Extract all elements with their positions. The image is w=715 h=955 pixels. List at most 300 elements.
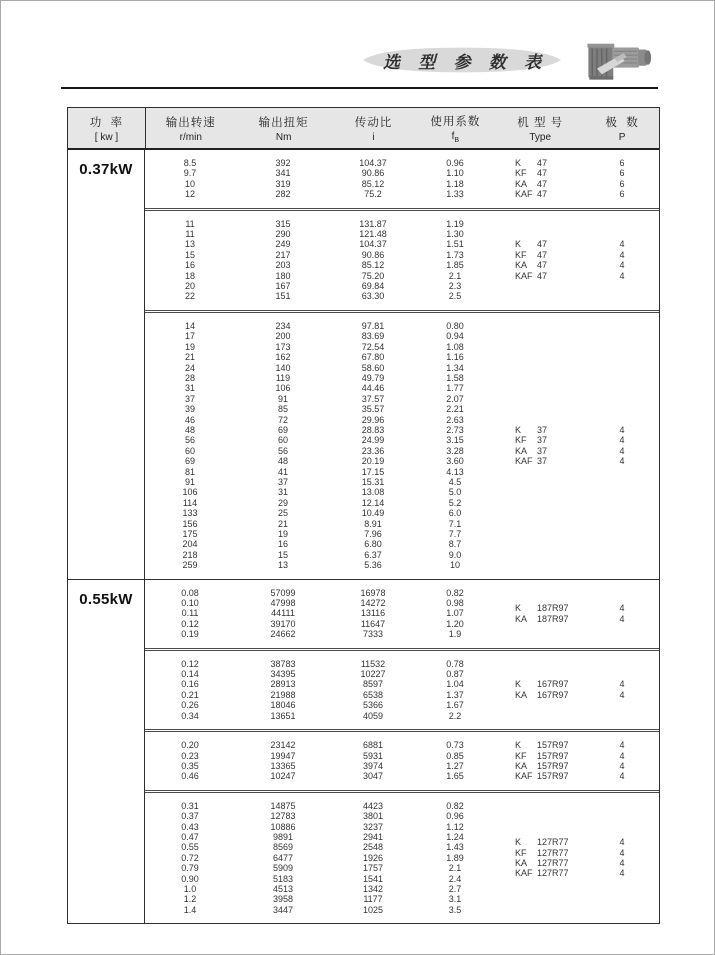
- cell-value: 44111: [271, 608, 295, 619]
- model-column: [495, 158, 659, 200]
- cell-value: 0.79: [181, 863, 199, 874]
- data-block: [145, 310, 659, 579]
- torque-column: [235, 321, 331, 571]
- cell-value: 200: [275, 331, 291, 342]
- cell-value: 19: [277, 529, 288, 539]
- cell-value: 13651: [270, 710, 296, 721]
- cell-value: 16: [184, 260, 195, 271]
- model-type-size: 47: [537, 249, 548, 260]
- cell-value: 0.46: [181, 771, 199, 782]
- model-type-size: 187R97: [537, 603, 569, 614]
- cell-value: 90.86: [361, 249, 385, 260]
- cell-value: 16978: [360, 587, 386, 598]
- cell-value: 1177: [363, 894, 383, 905]
- cell-value: 23.36: [361, 445, 385, 456]
- cell-value: 0.14: [181, 669, 199, 680]
- cell-value: 7.1: [448, 518, 462, 529]
- model-type-prefix: KF: [515, 750, 527, 761]
- cell-value: 12.14: [361, 497, 385, 508]
- poles-value: 4: [619, 679, 625, 690]
- cell-value: 69: [184, 456, 195, 467]
- model-type: [495, 425, 585, 435]
- model-row: [495, 771, 659, 781]
- model-row: [495, 603, 659, 613]
- model-type-prefix: KA: [515, 260, 528, 271]
- column-header-label: 使用系数: [430, 115, 481, 128]
- model-type: [495, 848, 585, 858]
- cell-value: 3237: [362, 821, 384, 832]
- cell-value: 0.12: [181, 618, 199, 629]
- cell-value: 6.80: [364, 539, 382, 550]
- model-type-size: 47: [537, 168, 548, 179]
- model-row: [495, 614, 659, 624]
- cell-value: 37.57: [361, 393, 385, 404]
- cell-value: 72.54: [361, 341, 385, 352]
- cell-value: 9891: [272, 831, 294, 842]
- cell-value: 217: [275, 249, 291, 260]
- cell-value: 20: [184, 281, 195, 292]
- model-type: [495, 446, 585, 456]
- cell-value: 3.28: [446, 445, 464, 456]
- poles-value: 4: [619, 771, 625, 782]
- column-header-label: 传动比: [354, 116, 393, 129]
- cell-value: 259: [182, 560, 198, 571]
- cell-value: 3.15: [446, 435, 464, 446]
- model-type-size: 127R77: [537, 837, 569, 848]
- cell-value: 106: [275, 383, 291, 394]
- poles-value: 4: [619, 270, 625, 281]
- factor-column: [415, 740, 495, 782]
- cell-value: 5.2: [448, 497, 462, 508]
- column-header-unit: [ kw ]: [94, 131, 119, 143]
- poles-value: 4: [619, 740, 625, 751]
- cell-value: 0.73: [446, 740, 464, 751]
- model-type-size: 127R77: [537, 847, 569, 858]
- ratio-column: [331, 219, 415, 302]
- cell-value: 151: [275, 291, 291, 302]
- model-type-prefix: K: [515, 740, 522, 751]
- cell-value: 85.12: [361, 178, 385, 189]
- cell-value: 8.5: [183, 158, 197, 168]
- ratio-column: [331, 659, 415, 721]
- cell-value: 10: [184, 178, 195, 189]
- ratio-column: [331, 801, 415, 915]
- model-type: [495, 179, 585, 189]
- model-row: [495, 690, 659, 700]
- cell-value: 13116: [360, 608, 386, 619]
- model-row: [495, 456, 659, 466]
- cell-value: 0.72: [181, 852, 199, 863]
- cell-value: 175: [182, 529, 198, 539]
- poles-value: 4: [619, 613, 625, 624]
- model-type: [495, 614, 585, 624]
- cell-value: 13: [184, 239, 195, 250]
- cell-value: 1.73: [446, 249, 464, 260]
- model-type-prefix: KA: [515, 613, 528, 624]
- cell-value: 11: [185, 229, 195, 240]
- data-block: [145, 729, 659, 790]
- model-column: [495, 679, 659, 700]
- cell-value: 28: [184, 372, 195, 383]
- cell-value: 0.37: [181, 811, 199, 822]
- model-type-size: 127R77: [537, 857, 569, 868]
- cell-value: 2.7: [448, 883, 462, 894]
- cell-value: 1.04: [446, 679, 464, 690]
- cell-value: 9.7: [183, 168, 197, 179]
- model-type-prefix: KAF: [515, 456, 533, 467]
- cell-value: 3.1: [448, 894, 462, 905]
- factor-column: [415, 158, 495, 200]
- cell-value: 104.37: [359, 158, 387, 168]
- column-header-unit: Type: [529, 131, 552, 143]
- power-section: [68, 579, 659, 924]
- poles-value: 4: [619, 456, 625, 467]
- model-type-prefix: KAF: [515, 270, 533, 281]
- cell-value: 57099: [270, 587, 296, 598]
- model-type-size: 37: [537, 435, 548, 446]
- rpm-column: [145, 158, 235, 200]
- cell-value: 21988: [270, 689, 296, 700]
- cell-value: 3974: [362, 760, 384, 771]
- column-header-poles: [585, 108, 659, 148]
- poles-value: 4: [619, 760, 625, 771]
- model-type: [495, 271, 585, 281]
- cell-value: 203: [275, 260, 291, 271]
- model-type-prefix: K: [515, 679, 522, 690]
- cell-value: 5931: [362, 750, 384, 761]
- cell-value: 1.0: [183, 883, 197, 894]
- model-type: [495, 158, 585, 168]
- cell-value: 2.2: [448, 710, 462, 721]
- rpm-column: [145, 588, 235, 640]
- power-label: 0.55kW: [68, 580, 145, 924]
- cell-value: 23142: [270, 740, 296, 751]
- table-header-row: [68, 108, 659, 150]
- model-type-prefix: K: [515, 837, 522, 848]
- factor-column: [415, 219, 495, 302]
- cell-value: 5.0: [448, 487, 462, 498]
- cell-value: 1.2: [183, 894, 197, 905]
- cell-value: 2548: [362, 842, 384, 853]
- cell-value: 6.0: [448, 508, 462, 519]
- torque-column: [235, 158, 331, 200]
- cell-value: 319: [275, 178, 291, 189]
- poles-value: 6: [619, 189, 625, 200]
- cell-value: 10227: [360, 669, 386, 680]
- cell-value: 2.07: [446, 393, 464, 404]
- poles-value: 4: [619, 249, 625, 260]
- model-type-prefix: K: [515, 424, 522, 435]
- cell-value: 106: [182, 487, 198, 498]
- cell-value: 31: [277, 487, 288, 498]
- cell-value: 34395: [270, 669, 296, 680]
- page-header: [363, 45, 561, 75]
- poles-value: 4: [619, 435, 625, 446]
- cell-value: 249: [275, 239, 291, 250]
- cell-value: 0.94: [446, 331, 464, 342]
- torque-column: [235, 801, 331, 915]
- cell-value: 3047: [362, 771, 384, 782]
- model-type: [495, 168, 585, 178]
- cell-value: 0.23: [181, 750, 199, 761]
- cell-value: 119: [275, 372, 291, 383]
- cell-value: 2941: [362, 831, 384, 842]
- cell-value: 1757: [362, 863, 384, 874]
- cell-value: 133: [182, 508, 198, 519]
- cell-value: 39: [184, 404, 195, 415]
- cell-value: 24: [184, 362, 195, 373]
- cell-value: 1.08: [446, 341, 464, 352]
- cell-value: 0.16: [181, 679, 199, 690]
- model-type-prefix: KAF: [515, 868, 533, 879]
- cell-value: 0.87: [446, 669, 464, 680]
- cell-value: 0.85: [446, 750, 464, 761]
- cell-value: 49.79: [361, 372, 385, 383]
- cell-value: 85.12: [361, 260, 385, 271]
- cell-value: 10886: [270, 821, 296, 832]
- cell-value: 69: [277, 424, 288, 435]
- cell-value: 0.47: [181, 831, 199, 842]
- cell-value: 19947: [270, 750, 296, 761]
- cell-value: 1.16: [446, 352, 464, 363]
- header-rule: [61, 87, 658, 89]
- model-type-prefix: KA: [515, 760, 528, 771]
- model-type-prefix: KAF: [515, 771, 533, 782]
- model-type: [495, 260, 585, 270]
- cell-value: 75.20: [361, 270, 385, 281]
- cell-value: 6881: [362, 740, 384, 751]
- model-type-prefix: KA: [515, 857, 528, 868]
- model-type-prefix: KA: [515, 689, 528, 700]
- cell-value: 75.2: [364, 189, 382, 200]
- cell-value: 39170: [270, 618, 296, 629]
- cell-value: 58.60: [361, 362, 385, 373]
- cell-value: 67.80: [361, 352, 385, 363]
- cell-value: 3958: [272, 894, 294, 905]
- cell-value: 15: [184, 249, 195, 260]
- cell-value: 0.34: [181, 710, 199, 721]
- model-type: [495, 679, 585, 689]
- cell-value: 91: [277, 393, 288, 404]
- cell-value: 37: [277, 476, 288, 487]
- poles-value: 6: [619, 168, 625, 179]
- cell-value: 1.58: [446, 372, 464, 383]
- cell-value: 91: [184, 476, 195, 487]
- cell-value: 10.49: [361, 508, 385, 519]
- rpm-column: [145, 321, 235, 571]
- cell-value: 60: [277, 435, 288, 446]
- cell-value: 341: [275, 168, 291, 179]
- cell-value: 24.99: [361, 435, 385, 446]
- cell-value: 60: [184, 445, 195, 456]
- cell-value: 8.91: [364, 518, 382, 529]
- cell-value: 1.20: [446, 618, 464, 629]
- cell-value: 1.33: [446, 189, 464, 200]
- model-row: [495, 158, 659, 168]
- cell-value: 2.1: [448, 863, 462, 874]
- cell-value: 29.96: [361, 414, 385, 425]
- power-section: [68, 150, 659, 579]
- column-header-unit: i: [372, 131, 375, 143]
- model-type-size: 47: [537, 178, 548, 189]
- cell-value: 0.11: [181, 608, 199, 619]
- cell-value: 7.7: [448, 529, 462, 539]
- model-type: [495, 239, 585, 249]
- column-header-power: [68, 108, 146, 148]
- model-type-size: 187R97: [537, 613, 569, 624]
- ratio-column: [331, 740, 415, 782]
- cell-value: 15: [277, 549, 288, 560]
- cell-value: 48: [277, 456, 288, 467]
- cell-value: 13: [277, 560, 288, 571]
- poles-value: 4: [619, 260, 625, 271]
- model-row: [495, 740, 659, 750]
- cell-value: 0.90: [181, 873, 199, 884]
- model-type: [495, 761, 585, 771]
- torque-column: [235, 588, 331, 640]
- cell-value: 1.30: [446, 229, 464, 240]
- cell-value: 11532: [360, 658, 386, 669]
- cell-value: 28.83: [361, 424, 385, 435]
- model-type-size: 37: [537, 445, 548, 456]
- cell-value: 25: [277, 508, 288, 519]
- cell-value: 0.43: [181, 821, 199, 832]
- cell-value: 15.31: [361, 476, 385, 487]
- poles-value: 4: [619, 445, 625, 456]
- cell-value: 1.34: [446, 362, 464, 373]
- model-type-size: 47: [537, 270, 548, 281]
- model-type-size: 157R97: [537, 771, 569, 782]
- cell-value: 63.30: [361, 291, 385, 302]
- poles-value: 4: [619, 868, 625, 879]
- cell-value: 11647: [360, 618, 386, 629]
- cell-value: 7.96: [364, 529, 382, 539]
- model-type-prefix: K: [515, 603, 522, 614]
- cell-value: 16: [277, 539, 288, 550]
- cell-value: 0.55: [181, 842, 199, 853]
- cell-value: 282: [275, 189, 291, 200]
- model-type-size: 47: [537, 260, 548, 271]
- cell-value: 5366: [362, 700, 384, 711]
- cell-value: 85: [277, 404, 288, 415]
- model-row: [495, 679, 659, 689]
- cell-value: 4059: [362, 710, 384, 721]
- cell-value: 37: [184, 393, 195, 404]
- cell-value: 47998: [270, 598, 296, 609]
- data-block: [145, 208, 659, 310]
- cell-value: 1.37: [446, 689, 464, 700]
- cell-value: 0.19: [181, 629, 199, 640]
- cell-value: 28913: [270, 679, 296, 690]
- model-column: [495, 837, 659, 879]
- cell-value: 5.36: [364, 560, 382, 571]
- model-type: [495, 837, 585, 847]
- poles-value: 4: [619, 847, 625, 858]
- cell-value: 17: [184, 331, 195, 342]
- ratio-column: [331, 158, 415, 200]
- cell-value: 2.5: [448, 291, 462, 302]
- model-type: [495, 603, 585, 613]
- rpm-column: [145, 801, 235, 915]
- model-type-size: 157R97: [537, 760, 569, 771]
- model-type: [495, 189, 585, 199]
- cell-value: 90.86: [361, 168, 385, 179]
- poles-value: 4: [619, 837, 625, 848]
- model-type: [495, 868, 585, 878]
- model-row: [495, 435, 659, 445]
- cell-value: 5183: [272, 873, 294, 884]
- cell-value: 1.19: [446, 218, 464, 229]
- cell-value: 1926: [362, 852, 384, 863]
- cell-value: 2.4: [448, 873, 462, 884]
- cell-value: 0.08: [181, 587, 199, 598]
- cell-value: 3.5: [448, 904, 462, 915]
- poles-value: 4: [619, 424, 625, 435]
- cell-value: 2.3: [448, 281, 462, 292]
- cell-value: 0.31: [181, 800, 199, 811]
- rpm-column: [145, 740, 235, 782]
- model-column: [495, 239, 659, 281]
- cell-value: 69.84: [361, 281, 385, 292]
- cell-value: 12: [184, 189, 195, 200]
- rpm-column: [145, 659, 235, 721]
- poles-value: 4: [619, 603, 625, 614]
- cell-value: 114: [182, 497, 198, 508]
- cell-value: 12783: [270, 811, 296, 822]
- cell-value: 0.96: [446, 158, 464, 168]
- factor-column: [415, 801, 495, 915]
- cell-value: 1.85: [446, 260, 464, 271]
- cell-value: 4.5: [448, 476, 462, 487]
- cell-value: 18: [184, 270, 195, 281]
- cell-value: 1.43: [446, 842, 464, 853]
- cell-value: 14875: [270, 800, 296, 811]
- cell-value: 4.13: [446, 466, 464, 477]
- cell-value: 204: [182, 539, 198, 550]
- cell-value: 218: [182, 549, 198, 560]
- selection-table: [67, 107, 660, 924]
- model-row: [495, 858, 659, 868]
- cell-value: 56: [184, 435, 195, 446]
- cell-value: 1342: [362, 883, 384, 894]
- model-row: [495, 751, 659, 761]
- page-title: 选 型 参 数 表: [383, 52, 548, 72]
- model-row: [495, 239, 659, 249]
- cell-value: 392: [275, 158, 291, 168]
- model-type-size: 157R97: [537, 750, 569, 761]
- model-type-prefix: KF: [515, 168, 527, 179]
- model-type-size: 167R97: [537, 679, 569, 690]
- column-header-unit: $f_B$: [451, 130, 460, 144]
- cell-value: 13.08: [361, 487, 385, 498]
- cell-value: 0.21: [181, 689, 199, 700]
- model-row: [495, 446, 659, 456]
- model-type: [495, 435, 585, 445]
- cell-value: 1.07: [446, 608, 464, 619]
- cell-value: 104.37: [359, 239, 387, 250]
- cell-value: 21: [184, 352, 195, 363]
- cell-value: 2.63: [446, 414, 464, 425]
- cell-value: 1.27: [446, 760, 464, 771]
- power-label: 0.37kW: [68, 150, 145, 579]
- cell-value: 0.10: [181, 598, 199, 609]
- column-header-label: 输出扭矩: [258, 116, 309, 129]
- gearmotor-image: [585, 37, 655, 83]
- model-type-size: 167R97: [537, 689, 569, 700]
- cell-value: 234: [275, 320, 291, 331]
- model-row: [495, 837, 659, 847]
- data-blocks: [145, 580, 659, 924]
